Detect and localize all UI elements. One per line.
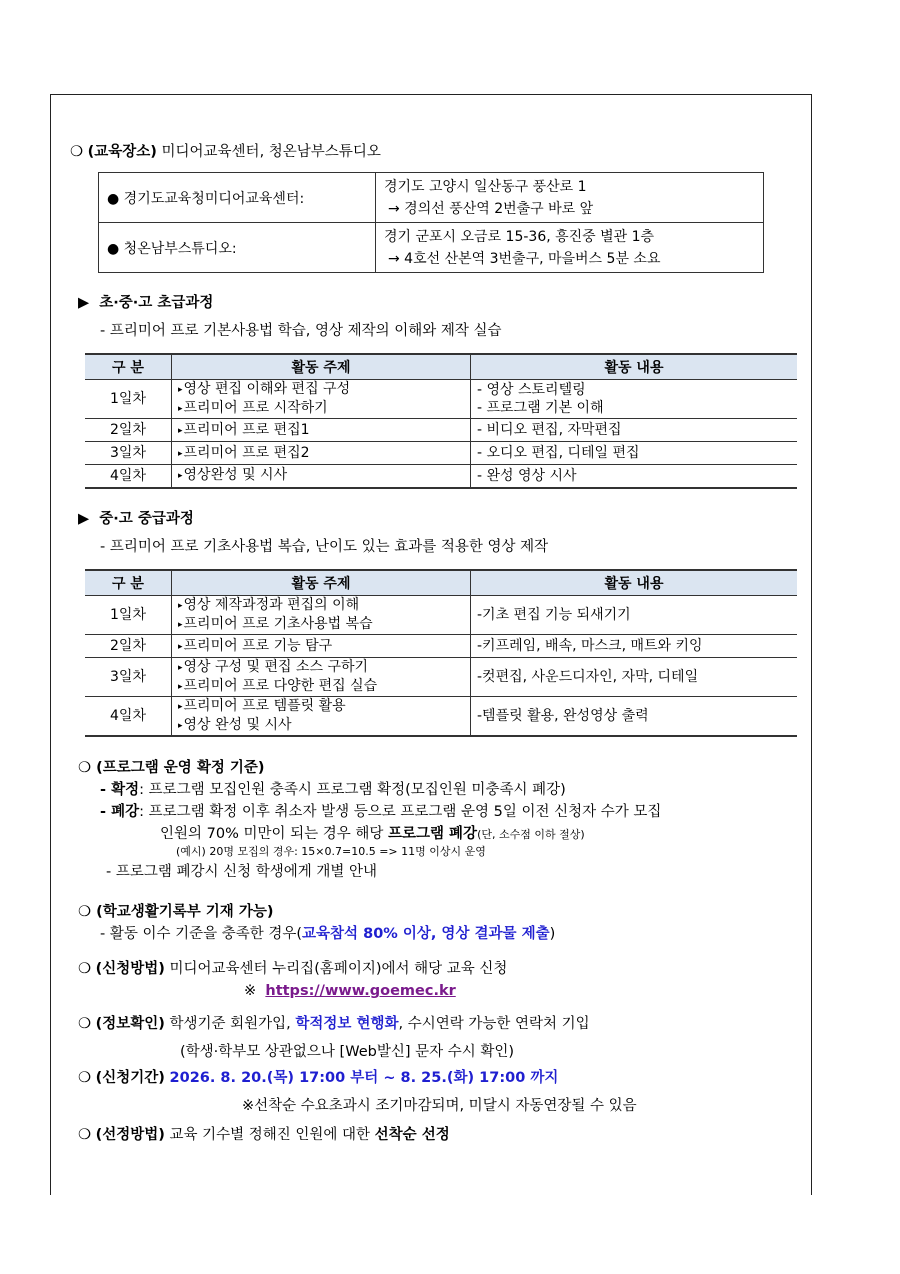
homepage-link[interactable]: https://www.goemec.kr	[265, 983, 456, 999]
record-title-line	[78, 900, 274, 921]
day-cell: 4일차	[85, 465, 172, 488]
triangle-bullet-icon: ▶	[78, 511, 90, 527]
criteria-cancel-cont: 인원의 70% 미만이 되는 경우 해당 프로그램 폐강(단, 소수점 이하 절상)	[160, 826, 585, 842]
small-triangle-icon: ▸	[178, 702, 183, 712]
col-header: 구 분	[85, 354, 172, 380]
content-cell: - 오디오 편집, 디테일 편집	[471, 442, 798, 465]
circle-bullet-icon: ❍	[78, 1127, 91, 1143]
criteria-notice: - 프로그램 폐강시 신청 학생에게 개별 안내	[106, 864, 378, 880]
content-cell: - 완성 영상 시사	[471, 465, 798, 488]
course1-title-line	[78, 291, 213, 312]
location-addr: 경기 군포시 오금로 15-36, 흥진중 별관 1층	[384, 228, 655, 245]
course1-table	[85, 353, 797, 489]
small-triangle-icon: ▸	[178, 448, 183, 459]
small-triangle-icon: ▸	[178, 641, 183, 652]
course1-title: 초·중·고 초급과정	[99, 295, 214, 311]
location-addr-cell	[376, 223, 764, 273]
topic-cell: ▸영상 편집 이해와 편집 구성 ▸프리미어 프로 시작하기	[172, 380, 471, 419]
small-triangle-icon: ▸	[178, 385, 183, 395]
dot-bullet-icon: ●	[107, 240, 120, 257]
topic-cell: ▸영상 구성 및 편집 소스 구하기 ▸프리미어 프로 다양한 편집 실습	[172, 658, 471, 697]
col-header: 활동 주제	[172, 570, 471, 596]
circle-bullet-icon: ❍	[70, 144, 83, 160]
content-cell: -컷편집, 사운드디자인, 자막, 디테일	[471, 658, 798, 697]
location-name: 경기도교육청미디어교육센터:	[123, 190, 305, 207]
location-line	[70, 140, 381, 161]
topic-cell: ▸영상완성 및 시사	[172, 465, 471, 488]
topic-cell: ▸영상 제작과정과 편집의 이해 ▸프리미어 프로 기초사용법 복습	[172, 596, 471, 635]
course2-title: 중·고 중급과정	[99, 511, 194, 527]
content-cell: -기초 편집 기능 되새기기	[471, 596, 798, 635]
course2-table	[85, 569, 797, 737]
location-name-cell	[99, 223, 376, 273]
circle-bullet-icon: ❍	[78, 760, 91, 776]
day-cell: 2일차	[85, 419, 172, 442]
table-row	[85, 635, 797, 658]
location-addr-cell	[376, 173, 764, 223]
location-text: 미디어교육센터, 청온남부스튜디오	[161, 144, 381, 160]
apply-line: ❍ (신청방법) 미디어교육센터 누리집(홈페이지)에서 해당 교육 신청	[78, 961, 508, 977]
table-row	[85, 442, 797, 465]
dot-bullet-icon: ●	[107, 190, 120, 207]
topic-cell: ▸프리미어 프로 템플릿 활용 ▸영상 완성 및 시사	[172, 697, 471, 737]
circle-bullet-icon: ❍	[78, 961, 91, 977]
day-cell: 3일차	[85, 442, 172, 465]
topic-cell: ▸프리미어 프로 편집2	[172, 442, 471, 465]
triangle-bullet-icon: ▶	[78, 295, 90, 311]
topic-cell: ▸프리미어 프로 기능 탐구	[172, 635, 471, 658]
col-header: 활동 주제	[172, 354, 471, 380]
table-row	[85, 465, 797, 488]
course1-desc: - 프리미어 프로 기본사용법 학습, 영상 제작의 이해와 제작 실습	[100, 323, 502, 339]
content-cell: -키프레임, 배속, 마스크, 매트와 키잉	[471, 635, 798, 658]
day-cell: 2일차	[85, 635, 172, 658]
small-triangle-icon: ▸	[178, 404, 183, 414]
content-cell: - 비디오 편집, 자막편집	[471, 419, 798, 442]
content-cell: - 영상 스토리텔링 - 프로그램 기본 이해	[471, 380, 798, 419]
circle-bullet-icon: ❍	[78, 904, 91, 920]
col-header: 구 분	[85, 570, 172, 596]
small-triangle-icon: ▸	[178, 663, 183, 673]
course2-title-line	[78, 507, 194, 528]
record-text: - 활동 이수 기준을 충족한 경우(교육참석 80% 이상, 영상 결과물 제출)	[100, 926, 556, 942]
criteria-cancel: - 폐강: 프로그램 확정 이후 취소자 발생 등으로 프로그램 운영 5일 이전 신청자 수가 모집	[100, 804, 662, 820]
small-triangle-icon: ▸	[178, 620, 183, 630]
location-label: (교육장소)	[87, 144, 157, 160]
topic-cell: ▸프리미어 프로 편집1	[172, 419, 471, 442]
location-dir: → 경의선 풍산역 2번출구 바로 앞	[388, 200, 594, 217]
small-triangle-icon: ▸	[178, 425, 183, 436]
period-note: ※선착순 수요초과시 조기마감되며, 미달시 자동연장될 수 있음	[242, 1098, 637, 1114]
day-cell: 1일차	[85, 380, 172, 419]
course2-desc: - 프리미어 프로 기초사용법 복습, 난이도 있는 효과를 적용한 영상 제작	[100, 539, 549, 555]
small-triangle-icon: ▸	[178, 682, 183, 692]
location-dir: → 4호선 산본역 3번출구, 마을버스 5분 소요	[388, 250, 661, 267]
day-cell: 3일차	[85, 658, 172, 697]
small-triangle-icon: ▸	[178, 721, 183, 731]
location-name-cell	[99, 173, 376, 223]
criteria-title: (프로그램 운영 확정 기준)	[96, 760, 265, 776]
col-header: 활동 내용	[471, 570, 798, 596]
apply-url-line: ※ https://www.goemec.kr	[244, 983, 456, 999]
circle-bullet-icon: ❍	[78, 1070, 91, 1086]
small-triangle-icon: ▸	[178, 471, 183, 482]
col-header: 활동 내용	[471, 354, 798, 380]
criteria-confirm: - 확정: 프로그램 모집인원 충족시 프로그램 확정(모집인원 미충족시 폐강)	[100, 782, 566, 798]
table-row	[85, 596, 797, 635]
day-cell: 4일차	[85, 697, 172, 737]
period-line: ❍ (신청기간) 2026. 8. 20.(목) 17:00 부터 ~ 8. 25.(화) 17:00 까지	[78, 1070, 559, 1086]
selection-line: ❍ (선정방법) 교육 기수별 정해진 인원에 대한 선착순 선정	[78, 1127, 450, 1143]
table-row	[85, 419, 797, 442]
circle-bullet-icon: ❍	[78, 1016, 91, 1032]
day-cell: 1일차	[85, 596, 172, 635]
criteria-example: (예시) 20명 모집의 경우: 15×0.7=10.5 => 11명 이상시 운영	[176, 845, 486, 858]
table-row	[85, 380, 797, 419]
info-line: ❍ (정보확인) 학생기준 회원가입, 학적정보 현행화, 수시연락 가능한 연락처 기입	[78, 1016, 590, 1032]
criteria-title-line	[78, 756, 265, 777]
table-row	[85, 697, 797, 737]
location-addr: 경기도 고양시 일산동구 풍산로 1	[384, 178, 587, 195]
info-note: (학생·학부모 상관없으나 [Web발신] 문자 수시 확인)	[180, 1044, 515, 1060]
table-row	[85, 658, 797, 697]
location-table	[98, 172, 764, 273]
content-cell: -템플릿 활용, 완성영상 출력	[471, 697, 798, 737]
location-name: 청온남부스튜디오:	[123, 240, 237, 257]
small-triangle-icon: ▸	[178, 601, 183, 611]
record-title: (학교생활기록부 기재 가능)	[96, 904, 274, 920]
